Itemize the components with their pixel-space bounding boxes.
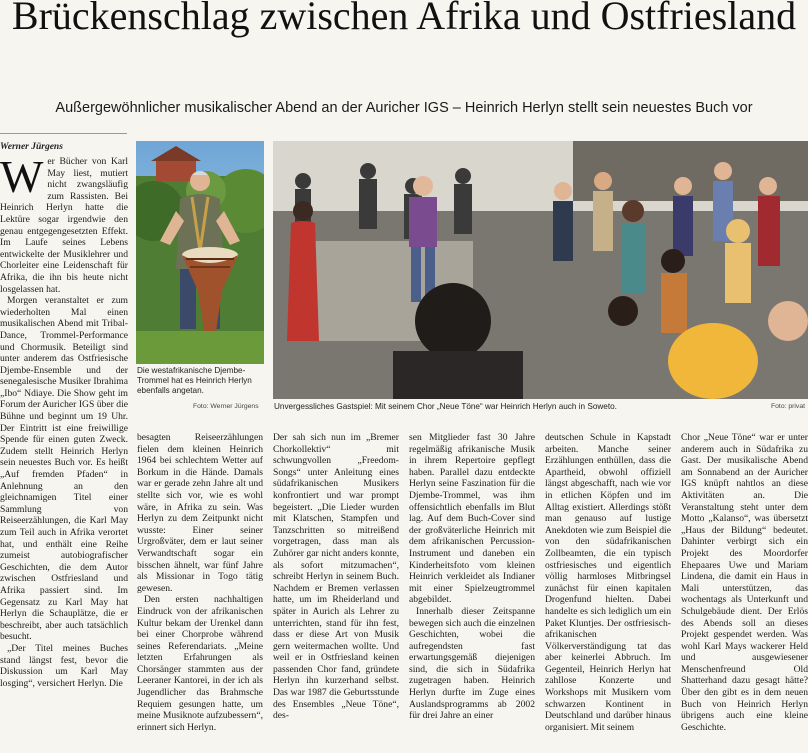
paragraph: Der sah sich nun im „Bremer Chorkollektiv“ mit schwungvollen „Freedom-Songs“ unter Anleitung eines südafrikanischen Musikers konfrontiert und war prompt begeistert. „Die Lieder wurden mit Klatschen, Stampfen und Tanzschritten so mitreißend vorgetragen, dass man als Zuhörer gar nicht anders konnte, als sofort mitzumachen“, schreibt Herlyn in seinem Buch. Nachdem er Bremen verlassen hatte, um im Rheiderland und später in Aurich als Lehrer zu unterrichten, stand für ihn fest, dass er diese Art von Musik gern weitermachen wollte. Und weil er in Ostfriesland keinen passenden Chor fand, gründete Herlyn ihn kurzerhand selbst. Das war 1987 die Geburtsstunde des Ensembles „Neue Töne“, des-: [273, 432, 399, 722]
article-column-5: [545, 432, 671, 753]
author-rule: [0, 133, 127, 134]
subheadline: Außergewöhnlicher musikalischer Abend an der Auricher IGS – Heinrich Herlyn stellt sein neuestes Buch vor: [55, 100, 753, 116]
photo-choir: [273, 141, 808, 399]
article-column-3: [273, 432, 399, 753]
photo-right-credit: Foto: privat: [771, 403, 805, 410]
article-column-4: [409, 432, 535, 753]
paragraph: „Der Titel meines Buches stand längst fest, bevor die Diskussion um Karl May losging“, versichert Herlyn. Die: [0, 642, 128, 689]
author-byline: Werner Jürgens: [0, 142, 63, 152]
photo-right-caption: Unvergessliches Gastspiel: Mit seinem Chor „Neue Töne“ war Heinrich Herlyn auch in Soweto.: [274, 402, 617, 411]
photo-drummer: [136, 141, 264, 364]
photo-left-caption: Die westafrikanische Djembe-Trommel hat es Heinrich Herlyn ebenfalls angetan.: [137, 366, 252, 395]
paragraph: sen Mitglieder fast 30 Jahre regelmäßig afrikanische Musik in ihrem Repertoire gepflegt haben. Parallel dazu entdeckte Herlyn seine Faszination für die Djembe-Trommel, was ihm offensichtlich ebenfalls im Blut lag. Auf dem Buch-Cover sind der großväterliche Heinrich mit dem afrikanischen Percussion-Instrument und daneben ein Kinderheitsfoto vom kleinen Heinrich verkleidet als Indianer mit einer Spielzeugtrommel abgebildet.: [409, 432, 535, 606]
paragraph: besagten Reiseerzählungen fielen dem kleinen Heinrich 1964 bei schlechtem Wetter auf Borkum in die Hände. Damals war er gerade zehn Jahre alt und stellte sich vor, wie es wohl wäre, in Afrika zu sein. Was Herlyn zu dem Zeitpunkt nicht wusste: Einer seiner Urgroßväter, dem er laut seiner Verwandtschaft sogar ein bisschen ähnelt, war fünf Jahre als Missionar in Togo tätig gewesen.: [137, 432, 263, 594]
article-column-6: [681, 432, 808, 753]
article-column-1: [0, 156, 128, 753]
paragraph: Morgen veranstaltet er zum wiederholten Mal einen musikalischen Abend mit Tribal-Dance, Trommel-Performance und Chormusik. Beteiligt sind unter anderem das Ostfriesische Djembe-Ensemble und der senegalesische Musiker Ibrahima „Ibo“ Ndiaye. Die Show geht im Forum der Auricher IGS über die Bühne und beginnt um 19 Uhr. Der Eintritt ist eine freiwillige Spende für einen guten Zweck. Zudem stellt Heinrich Herlyn sein neuestes Buch vor. Es heißt „Auf fremden Pfaden“ in Anlehnung an den gleichnamigen Titel einer Sammlung von Reiseerzählungen, die Karl May zum Teil auch in Afrika verortet hat, und enthält eine Reihe zumeist autobiografischer Geschichten, die dem Autor zwischen Ostfriesland und Afrika passiert sind. Im Gegensatz zu Karl May hat Herlyn die Schauplätze, die er beschreibt, aber auch tatsächlich besucht.: [0, 295, 128, 643]
paragraph: deutschen Schule in Kapstadt arbeiten. Manche seiner Erzählungen enthüllen, dass die Apartheid, obwohl offiziell längst abgeschafft, nach wie vor in etlichen Köpfen und im Alltag existiert. Allerdings stößt man genauso auf lustige Anekdoten wie zum Beispiel die von den südafrikanischen Zollbeamten, die ein typisch ostfriesisches und eigentlich völlig harmloses Mitbringsel zunächst für einen kapitalen Drogenfund hielten. Dabei handelte es sich lediglich um ein Paket Kluntjes. Der ostfriesisch-afrikanischen Völkerverständigung tat das aber keinerlei Abbruch. Im Gegenteil, Heinrich Herlyn hat zahllose Konzerte und Workshops mit Musikern vom schwarzen Kontinent in Deutschland und darüber hinaus organisiert. Mit seinem: [545, 432, 671, 733]
paragraph: Innerhalb dieser Zeitspanne bewegen sich auch die einzelnen Geschichten, wobei die aufregendsten fast erwartungsgemäß diejenigen sind, die sich in Südafrika zugetragen haben. Heinrich Herlyn durfte im Zuge eines Auslandsprogramms ab 2002 für drei Jahre an einer: [409, 605, 535, 722]
headline: Brückenschlag zwischen Afrika und Ostfriesland: [11, 0, 797, 38]
drummer-image: [136, 141, 264, 364]
article-column-2: [137, 432, 263, 753]
paragraph: Chor „Neue Töne“ war er unter anderem auch in Südafrika zu Gast. Der musikalische Abend am Sonnabend an der Auricher IGS knüpft nahtlos an diese Aktivitäten an. Die Veranstaltung steht unter dem Motto „Kalanso“, was übersetzt „Haus der Bildung“ bedeutet. Dahinter verbirgt sich ein Projekt des Moordorfer Ehepaares Uwe und Mariam Lindena, die damit ein Haus in Mali unterstützen, das wochentags als Unterkunft und Schulgebäude dient. Der Erlös des Abends soll an dieses Projekt gespendet werden. Was wohl Karl Mays wackerer Held und ausgewiesener Menschenfreund Old Shatterhand dazu gesagt hätte? Über den gibt es in dem neuen Buch von Heinrich Herlyn übrigens auch eine kleine Geschichte.: [681, 432, 808, 733]
drop-cap: W: [0, 156, 44, 202]
choir-image: [273, 141, 808, 399]
paragraph: Den ersten nachhaltigen Eindruck von der afrikanischen Kultur bekam der Urenkel dann bei einer Chorprobe während seines Referendariats. „Meine letzten Erfahrungen als Chorsänger stammten aus der Leeraner Kantorei, in der ich als Jugendlicher das Brahmsche Requiem gesungen hatte, um meine Musiknote aufzubessern“, erinnert sich Herlyn.: [137, 594, 263, 733]
photo-left-credit: Foto: Werner Jürgens: [193, 403, 259, 410]
paragraph: er Bücher von Karl May liest, mutiert nicht zwangsläufig zum Rassisten. Bei Heinrich Herlyn hatte die Lektüre sogar irgendwie den genau entgegengesetzten Effekt. Im Laufe seines Lebens entwickelte der Musiklehrer und Chorleiter eine Leidenschaft für Afrika, die ihn bis heute nicht losgelassen hat.: [0, 156, 128, 295]
